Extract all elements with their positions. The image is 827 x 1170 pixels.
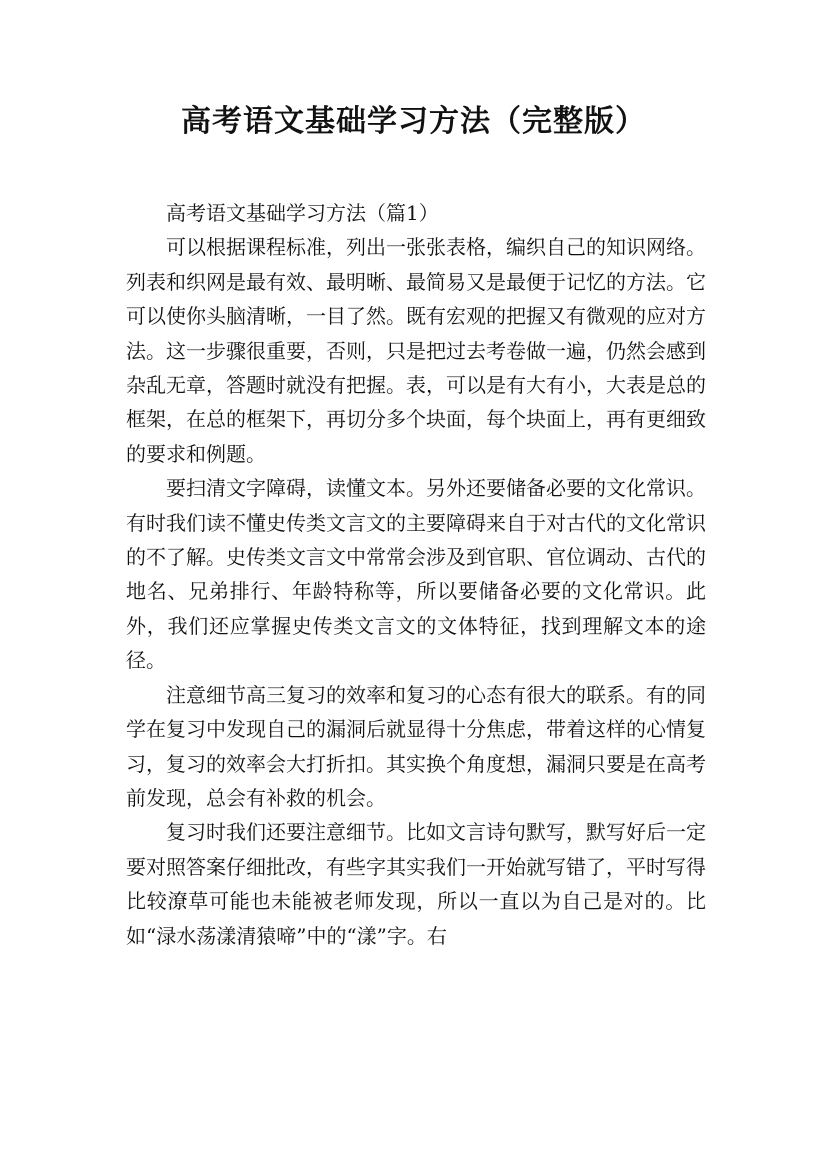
paragraph-review-mindset: 注意细节高三复习的效率和复习的心态有很大的联系。有的同学在复习中发现自己的漏洞后就显得十分焦虑，带着这样的心情复习，复习的效率会大打折扣。其实换个角度想，漏洞只要是在高考前发现，总会有补救的机会。 <box>126 682 706 810</box>
paragraph-knowledge-network: 可以根据课程标准，列出一张张表格，编织自己的知识网络。列表和织网是最有效、最明晰、最简易又是最便于记忆的方法。它可以使你头脑清晰，一目了然。既有宏观的把握又有微观的应对方法。这一步骤很重要，否则，只是把过去考卷做一遍，仍然会感到杂乱无章，答题时就没有把握。表，可以是有大有小，大表是总的框架，在总的框架下，再切分多个块面，每个块面上，再有更细致的要求和例题。 <box>126 235 706 466</box>
paragraph-cultural-knowledge: 要扫清文字障碍，读懂文本。另外还要储备必要的文化常识。有时我们读不懂史传类文言文的主要障碍来自于对古代的文化常识的不了解。史传类文言文中常常会涉及到官职、官位调动、古代的地名、兄弟排行、年龄特称等，所以要储备必要的文化常识。此外，我们还应掌握史传类文言文的文体特征，找到理解文本的途径。 <box>126 476 706 673</box>
paragraph-review-details: 复习时我们还要注意细节。比如文言诗句默写，默写好后一定要对照答案仔细批改，有些字其实我们一开始就写错了，平时写得比较潦草可能也未能被老师发现，所以一直以为自己是对的。比如“渌水荡漾清猿啼”中的“漾”字。右 <box>126 820 706 948</box>
document-title: 高考语文基础学习方法（完整版） <box>181 104 646 139</box>
document-body <box>126 196 706 953</box>
section-heading: 高考语文基础学习方法（篇1） <box>166 201 439 225</box>
